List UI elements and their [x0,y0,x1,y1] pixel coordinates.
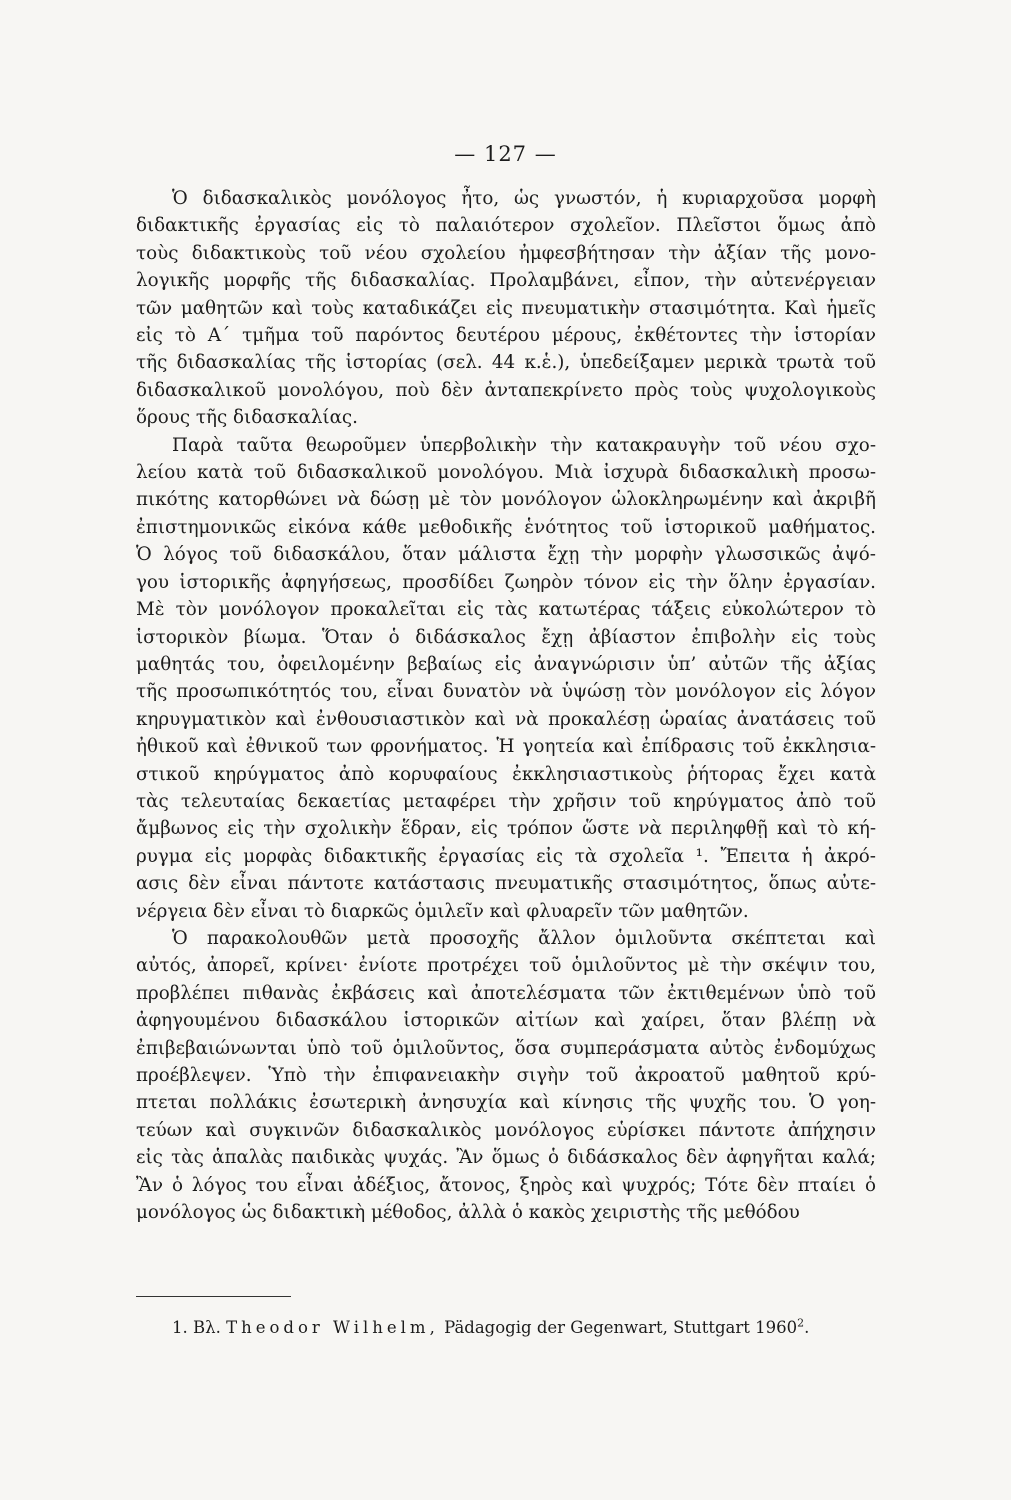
text-line: λογικῆς μορφῆς τῆς διδασκαλίας. Προλαμβάνει, εἶπον, τὴν αὐτενέργειαν [136,270,876,292]
text-line: τοὺς διδακτικοὺς τοῦ νέου σχολείου ἠμφεσβήτησαν τὴν ἀξίαν τῆς μονο- [136,242,876,264]
text-line: τεύων καὶ συγκινῶν διδασκαλικὸς μονόλογος εὑρίσκει πάντοτε ἀπήχησιν [136,1119,876,1141]
text-line: Παρὰ ταῦτα θεωροῦμεν ὑπερβολικὴν τὴν κατακραυγὴν τοῦ νέου σχο- [172,434,876,456]
text-line: ἠθικοῦ καὶ ἐθνικοῦ των φρονήματος. Ἡ γοητεία καὶ ἐπίδρασις τοῦ ἐκκλησια- [136,736,876,758]
text-line: προβλέπει πιθανὰς ἐκβάσεις καὶ ἀποτελέσματα τῶν ἐκτιθεμένων ὑπὸ τοῦ [136,982,876,1004]
footnote-prefix: 1. Βλ. [172,1318,221,1337]
text-line: ἄμβωνος εἰς τὴν σχολικὴν ἕδραν, εἰς τρόπον ὥστε νὰ περιληφθῇ καὶ τὸ κή- [136,818,876,840]
body-text [136,185,876,1226]
text-line: πικότης κατορθώνει νὰ δώσῃ μὲ τὸν μονόλογον ὡλοκληρωμένην καὶ ἀκριβῆ [136,489,876,511]
text-line: τῆς διδασκαλίας τῆς ἱστορίας (σελ. 44 κ.ἑ.), ὑπεδείξαμεν μερικὰ τρωτὰ τοῦ [136,352,876,374]
text-line: διδασκαλικοῦ μονολόγου, ποὺ δὲν ἀνταπεκρίνετο πρὸς τοὺς ψυχολογικοὺς [136,379,876,401]
text-line: γου ἱστορικῆς ἀφηγήσεως, προσδίδει ζωηρὸν τόνον εἰς τὴν ὅλην ἐργασίαν. [136,571,876,593]
footnote-edition: 2 [797,1316,805,1330]
text-line: Μὲ τὸν μονόλογον προκαλεῖται εἰς τὰς κατωτέρας τάξεις εὐκολώτερον τὸ [136,599,876,621]
text-line: τὰς τελευταίας δεκαετίας μεταφέρει τὴν χρῆσιν τοῦ κηρύγματος ἀπὸ τοῦ [136,790,876,812]
text-line: εἰς τὰς ἁπαλὰς παιδικὰς ψυχάς. Ἂν ὅμως ὁ διδάσκαλος δὲν ἀφηγῆται καλά; [136,1147,876,1169]
text-line: ἐπιστημονικῶς εἰκόνα κάθε μεθοδικῆς ἑνότητος τοῦ ἱστορικοῦ μαθήματος. [136,516,876,538]
text-line: διδακτικῆς ἐργασίας εἰς τὸ παλαιότερον σχολεῖον. Πλεῖστοι ὅμως ἀπὸ [136,215,876,237]
footnote-end: . [804,1318,810,1337]
text-line: ἀφηγουμένου διδασκάλου ἱστορικῶν αἰτίων καὶ χαίρει, ὅταν βλέπῃ νὰ [136,1010,876,1032]
text-line: μαθητάς του, ὀφειλομένην βεβαίως εἰς ἀναγνώρισιν ὑπ’ αὐτῶν τῆς ἀξίας [136,653,876,675]
text-line: νέργεια δὲν εἶναι τὸ διαρκῶς ὁμιλεῖν καὶ φλυαρεῖν τῶν μαθητῶν. [136,900,749,922]
text-line: μονόλογος ὡς διδακτικὴ μέθοδος, ἀλλὰ ὁ κακὸς χειριστὴς τῆς μεθόδου [136,1202,800,1224]
paragraph [136,185,876,432]
paragraph [136,925,876,1226]
text-line: Ὁ λόγος τοῦ διδασκάλου, ὅταν μάλιστα ἔχῃ τὴν μορφὴν γλωσσικῶς ἀψό- [136,544,876,566]
text-line: Ὁ παρακολουθῶν μετὰ προσοχῆς ἄλλον ὁμιλοῦντα σκέπτεται καὶ [172,927,876,949]
text-line: ὅρους τῆς διδασκαλίας. [136,407,358,429]
text-line: τῆς προσωπικότητός του, εἶναι δυνατὸν νὰ ὑψώσῃ τὸν μονόλογον εἰς λόγον [136,681,876,703]
text-line: ρυγμα εἰς μορφὰς διδακτικῆς ἐργασίας εἰς τὰ σχολεῖα ¹. Ἔπειτα ἡ ἀκρό- [136,845,876,867]
paragraph [136,432,876,925]
footnote-work: Pädagogig der Gegenwart, Stuttgart 1960 [444,1318,798,1337]
page-number: — 127 — [454,142,557,166]
text-line: Ἂν ὁ λόγος του εἶναι ἀδέξιος, ἄτονος, ξηρὸς καὶ ψυχρός; Τότε δὲν πταίει ὁ [136,1174,876,1196]
text-line: εἰς τὸ Α΄ τμῆμα τοῦ παρόντος δευτέρου μέρους, ἐκθέτοντες τὴν ἱστορίαν [136,325,876,347]
text-line: τῶν μαθητῶν καὶ τοὺς καταδικάζει εἰς πνευματικὴν στασιμότητα. Καὶ ἡμεῖς [136,297,876,319]
text-line: ἐπιβεβαιώνωνται ὑπὸ τοῦ ὁμιλοῦντος, ὅσα συμπεράσματα αὐτὸς ἐνδομύχως [136,1037,876,1059]
text-line: στικοῦ κηρύγματος ἀπὸ κορυφαίους ἐκκλησιαστικοὺς ῥήτορας ἔχει κατὰ [136,763,876,785]
text-line: ἱστορικὸν βίωμα. Ὅταν ὁ διδάσκαλος ἔχῃ ἀβίαστον ἐπιβολὴν εἰς τοὺς [136,626,876,648]
text-line: πτεται πολλάκις ἐσωτερικὴ ἀνησυχία καὶ κίνησις τῆς ψυχῆς του. Ὁ γοη- [136,1092,876,1114]
footnote-separator [136,1296,291,1297]
text-line: Ὁ διδασκαλικὸς μονόλογος ἦτο, ὡς γνωστόν, ἡ κυριαρχοῦσα μορφὴ [172,188,876,209]
text-line: ασις δὲν εἶναι πάντοτε κατάστασις πνευματικῆς στασιμότητος, ὅπως αὐτε- [136,873,876,895]
footnote [172,1318,809,1337]
text-line: αὐτός, ἀπορεῖ, κρίνει· ἐνίοτε προτρέχει τοῦ ὁμιλοῦντος μὲ τὴν σκέψιν του, [136,955,876,977]
text-line: λείου κατὰ τοῦ διδασκαλικοῦ μονολόγου. Μιὰ ἰσχυρὰ διδασκαλικὴ προσω- [136,462,876,484]
footnote-author: Theodor Wilhelm, [226,1318,439,1337]
text-line: κηρυγματικὸν καὶ ἐνθουσιαστικὸν καὶ νὰ προκαλέσῃ ὡραίας ἀνατάσεις τοῦ [136,708,876,730]
text-line: προέβλεψεν. Ὑπὸ τὴν ἐπιφανειακὴν σιγὴν τοῦ ἀκροατοῦ μαθητοῦ κρύ- [136,1065,876,1086]
